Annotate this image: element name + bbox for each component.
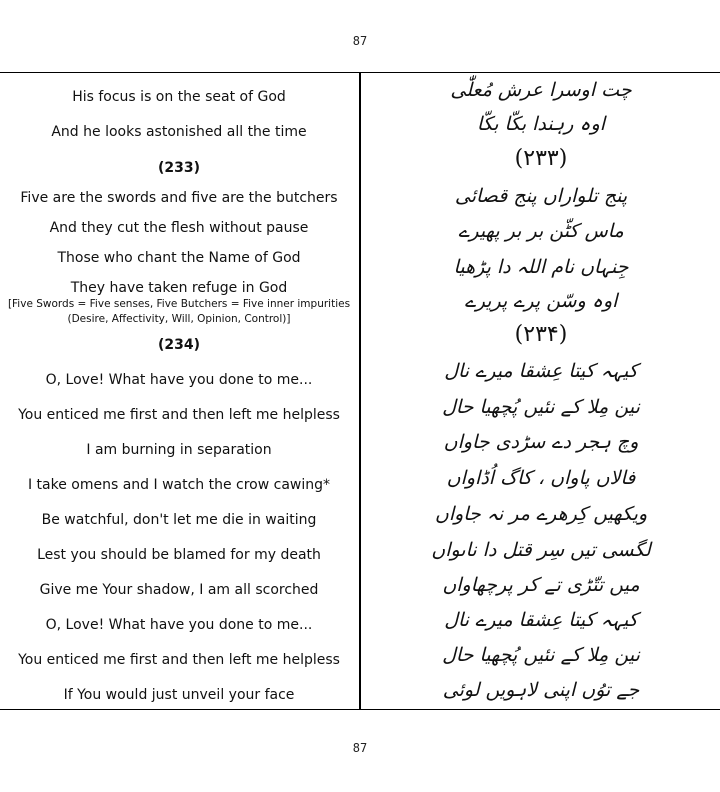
urdu-line: نین مِلا کے نئیں پُچھیا حال: [442, 644, 640, 666]
english-line: Lest you should be blamed for my death: [37, 547, 321, 563]
urdu-line: ویکھیں کِرھرے مر نہ جاواں: [434, 503, 648, 525]
urdu-line: جِنہاں نام اللہ دا پڑھیا: [453, 256, 629, 278]
english-line: O, Love! What have you done to me...: [45, 372, 313, 388]
urdu-line: اوہ رہندا بکّا بکّا: [476, 113, 606, 135]
english-line: Give me Your shadow, I am all scorched: [39, 582, 319, 598]
urdu-line: کیہہ کیتا عِشقا میرے نال: [444, 609, 638, 631]
verse-number: (233): [157, 160, 201, 176]
english-line: I take omens and I watch the crow cawing*: [27, 477, 331, 493]
footnote-line: (Desire, Affectivity, Will, Opinion, Control)]: [67, 313, 291, 325]
urdu-verse-number: (۲۳۳): [514, 146, 568, 171]
column-divider: [359, 72, 361, 710]
english-line: And he looks astonished all the time: [51, 124, 307, 140]
english-line: Be watchful, don't let me die in waiting: [41, 512, 317, 528]
english-line: You enticed me first and then left me helpless: [18, 407, 340, 423]
urdu-line: میں تتّڑی تے کر پرچھاواں: [442, 574, 640, 596]
urdu-verse-number: (۲۳۴): [514, 322, 568, 347]
urdu-line: جے توُں اپنی لاہویں لوئی: [442, 679, 640, 701]
urdu-line: وچ ہجر دے سڑدی جاواں: [443, 431, 639, 453]
english-line: They have taken refuge in God: [70, 280, 288, 296]
page-number-top: 87: [352, 34, 368, 48]
urdu-line: اوہ وسّن پرے پریرے: [464, 290, 618, 312]
urdu-line: کیہہ کیتا عِشقا میرے نال: [444, 360, 638, 382]
urdu-line: فالاں پاواں ، کاگ اُڈاواں: [446, 467, 636, 489]
english-line: O, Love! What have you done to me...: [45, 617, 313, 633]
english-line: Those who chant the Name of God: [57, 250, 301, 266]
footnote-line: [Five Swords = Five senses, Five Butchers = Five inner impurities: [7, 298, 351, 310]
bottom-rule: [0, 709, 720, 710]
english-line: His focus is on the seat of God: [72, 89, 286, 105]
english-line: You enticed me first and then left me helpless: [18, 652, 340, 668]
english-line: I am burning in separation: [86, 442, 272, 458]
page-number-bottom: 87: [352, 741, 368, 755]
english-line: And they cut the flesh without pause: [49, 220, 309, 236]
urdu-line: لگسی تیں سِر قتل دا ناںواں: [431, 539, 651, 561]
urdu-line: نین مِلا کے نئیں پُچھیا حال: [442, 396, 640, 418]
english-line: Five are the swords and five are the butchers: [20, 190, 338, 206]
english-line: If You would just unveil your face: [63, 687, 295, 703]
verse-number: (234): [157, 337, 201, 353]
urdu-line: پنج تلواراں پنج قصائی: [454, 185, 628, 207]
urdu-line: چت اوسرا عرش مُعلّٰی: [450, 79, 632, 101]
urdu-line: ماس کٹّن بر بر پھیرے: [458, 220, 624, 242]
